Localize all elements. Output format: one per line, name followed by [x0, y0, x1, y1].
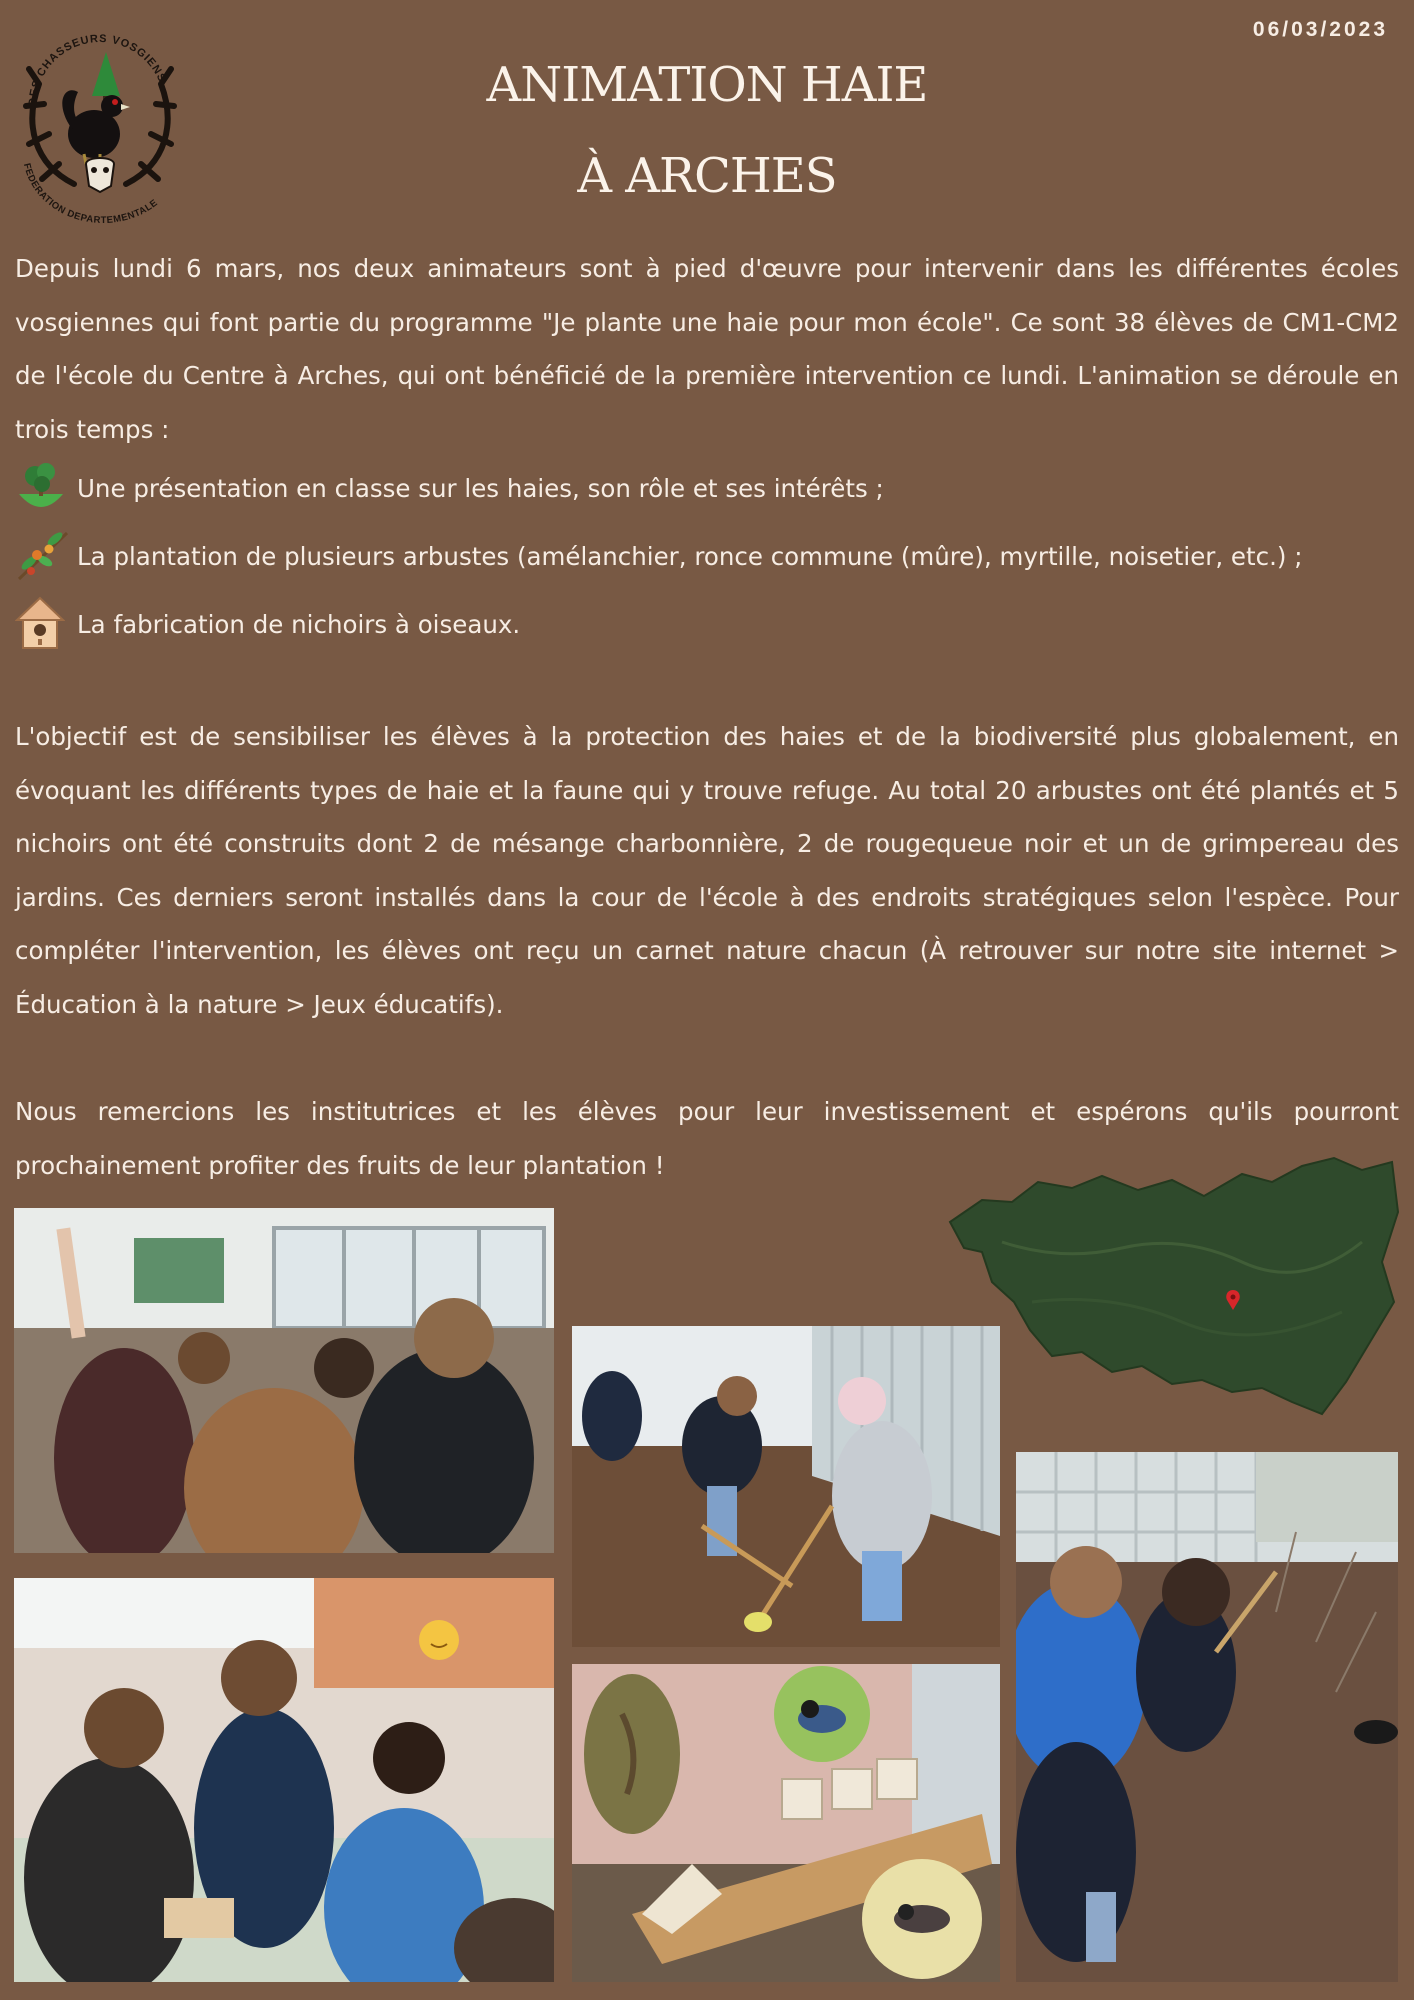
step-text: Une présentation en classe sur les haies, son rôle et ses intérêts ;	[77, 473, 884, 503]
logo-ring-bottom: FEDERATION DEPARTEMENTALE	[20, 162, 161, 224]
logo-ring-top: DES CHASSEURS VOSGIENS	[26, 32, 169, 107]
objective-paragraph: L'objectif est de sensibiliser les élèves à la protection des haies et de la biodiversité plus globalement, en évoquant les différents types de haie et la faune qui y trouve refuge. Au total 20 arbustes ont été plantés et 5 nichoirs ont été construits dont 2 de mésange charbonnière, 2 de rougequeue noir et un de grimpereau des jardins. Ces derniers seront installés dans la cour de l'école à des endroits stratégiques selon l'espèce. Pour compléter l'intervention, les élèves ont reçu un carnet nature chacun (À retrouver sur notre site internet > Éducation à la nature > Jeux éducatifs).	[15, 722, 1399, 1019]
photo-nest-boxes-birds	[572, 1664, 1000, 1982]
step-item	[15, 522, 1405, 590]
vosges-map	[942, 1152, 1402, 1424]
tree-in-bowl-icon	[15, 458, 77, 518]
photo-classroom-presentation	[14, 1208, 554, 1553]
step-item	[15, 454, 1405, 522]
step-item	[15, 590, 1405, 658]
title-line-2: À ARCHES	[577, 148, 837, 204]
intro-paragraph: Depuis lundi 6 mars, nos deux animateurs sont à pied d'œuvre pour intervenir dans les différentes écoles vosgiennes qui font partie du programme "Je plante une haie pour mon école". Ce sont 38 élèves de CM1-CM2 de l'école du Centre à Arches, qui ont bénéficié de la première intervention ce lundi. L'animation se déroule en trois temps :	[15, 254, 1399, 444]
birdhouse-icon	[15, 594, 77, 654]
photo-building-nest-boxes	[14, 1578, 554, 1982]
date: 06/03/2023	[1252, 18, 1388, 41]
title-line-1: ANIMATION HAIE	[486, 57, 928, 113]
step-text: La plantation de plusieurs arbustes (amélanchier, ronce commune (mûre), myrtille, noisetier, etc.) ;	[77, 541, 1303, 571]
photo-planting-shrubs	[572, 1326, 1000, 1647]
activity-steps	[15, 454, 1405, 658]
photo-planting-fence	[1016, 1452, 1398, 1982]
page-title	[0, 40, 1414, 222]
thanks-paragraph: Nous remercions les institutrices et les élèves pour leur investissement et espérons qu'ils pourront prochainement profiter des fruits de leur plantation !	[15, 1097, 1399, 1180]
step-text: La fabrication de nichoirs à oiseaux.	[77, 609, 521, 639]
berry-branch-icon	[15, 526, 77, 586]
